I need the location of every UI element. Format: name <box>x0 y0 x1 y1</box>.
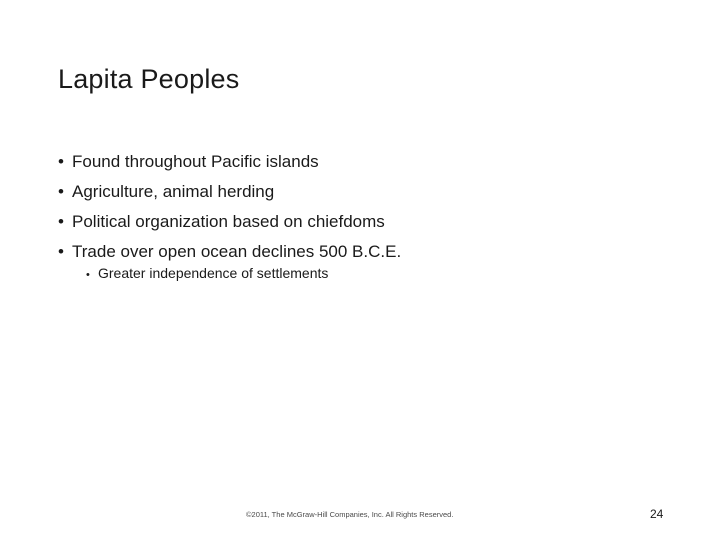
footer-copyright: ©2011, The McGraw-Hill Companies, Inc. All Rights Reserved. <box>246 510 454 519</box>
slide-number: 24 <box>650 507 664 521</box>
bullet-text: Agriculture, animal herding <box>72 182 275 201</box>
bullet-text: Trade over open ocean declines 500 B.C.E. <box>72 242 402 261</box>
bullet-item <box>58 147 678 177</box>
bullet-item <box>58 207 678 237</box>
bullet-dot-icon: • <box>58 182 64 201</box>
bullet-text: Found throughout Pacific islands <box>72 152 319 171</box>
bullet-list <box>58 147 678 283</box>
bullet-dot-icon: • <box>58 212 64 231</box>
bullet-text: Political organization based on chiefdoms <box>72 212 385 231</box>
bullet-item <box>58 177 678 207</box>
sub-bullet-text: Greater independence of settlements <box>98 265 329 281</box>
slide-title: Lapita Peoples <box>58 64 240 94</box>
bullet-dot-icon: • <box>58 152 64 171</box>
bullet-dot-icon: • <box>58 242 64 261</box>
sub-bullet-dot-icon: • <box>86 269 90 281</box>
